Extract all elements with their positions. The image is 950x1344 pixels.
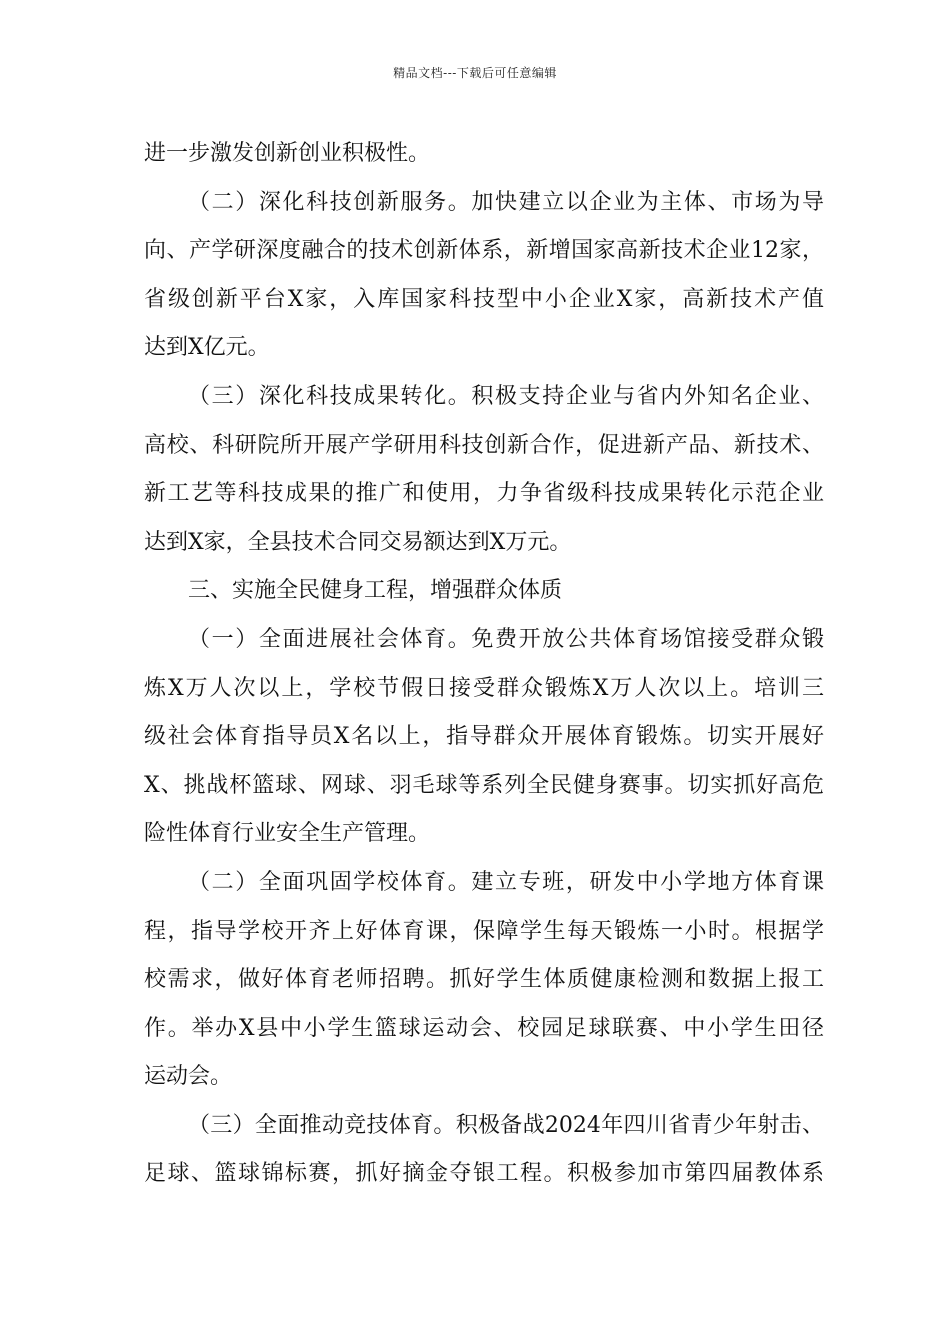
text-line: 险性体育行业安全生产管理。: [144, 821, 431, 847]
text-line: 新工艺等科技成果的推广和使用，力争省级科技成果转化示范企业: [144, 481, 824, 507]
text-line: 足球、篮球锦标赛，抓好摘金夺银工程。积极参加市第四届教体系: [144, 1161, 824, 1187]
document-body: [144, 130, 824, 1199]
text-line: （二）深化科技创新服务。加快建立以企业为主体、市场为导: [188, 189, 824, 215]
text-line: （三）深化科技成果转化。积极支持企业与省内外知名企业、: [188, 383, 824, 409]
text-line: 高校、科研院所开展产学研用科技创新合作，促进新产品、新技术、: [144, 432, 824, 458]
text-line: （三）全面推动竞技体育。积极备战2024年四川省青少年射击、: [188, 1112, 824, 1138]
text-line: （一）全面进展社会体育。免费开放公共体育场馆接受群众锻: [188, 626, 824, 652]
text-line: X、挑战杯篮球、网球、羽毛球等系列全民健身赛事。切实抓好高危: [144, 772, 824, 798]
text-line: 进一步激发创新创业积极性。: [144, 141, 431, 166]
text-line: 校需求，做好体育老师招聘。抓好学生体质健康检测和数据上报工: [144, 967, 824, 993]
text-line: 程，指导学校开齐上好体育课，保障学生每天锻炼一小时。根据学: [144, 918, 824, 944]
text-line: 作。举办X县中小学生篮球运动会、校园足球联赛、中小学生田径: [144, 1015, 824, 1041]
text-line: （二）全面巩固学校体育。建立专班，研发中小学地方体育课: [188, 869, 824, 895]
text-line: 省级创新平台X家，入库国家科技型中小企业X家，高新技术产值: [144, 286, 824, 312]
text-line: 运动会。: [144, 1064, 233, 1090]
section-heading: 三、实施全民健身工程，增强群众体质: [188, 578, 563, 604]
text-line: 级社会体育指导员X名以上，指导群众开展体育锻炼。切实开展好: [144, 724, 824, 750]
text-line: 向、产学研深度融合的技术创新体系，新增国家高新技术企业12家，: [144, 238, 824, 264]
text-line: 达到X家，全县技术合同交易额达到X万元。: [144, 529, 572, 555]
text-line: 炼X万人次以上，学校节假日接受群众锻炼X万人次以上。培训三: [144, 675, 824, 701]
page-header: 精品文档---下载后可任意编辑: [393, 66, 557, 80]
text-line: 达到X亿元。: [144, 335, 270, 361]
